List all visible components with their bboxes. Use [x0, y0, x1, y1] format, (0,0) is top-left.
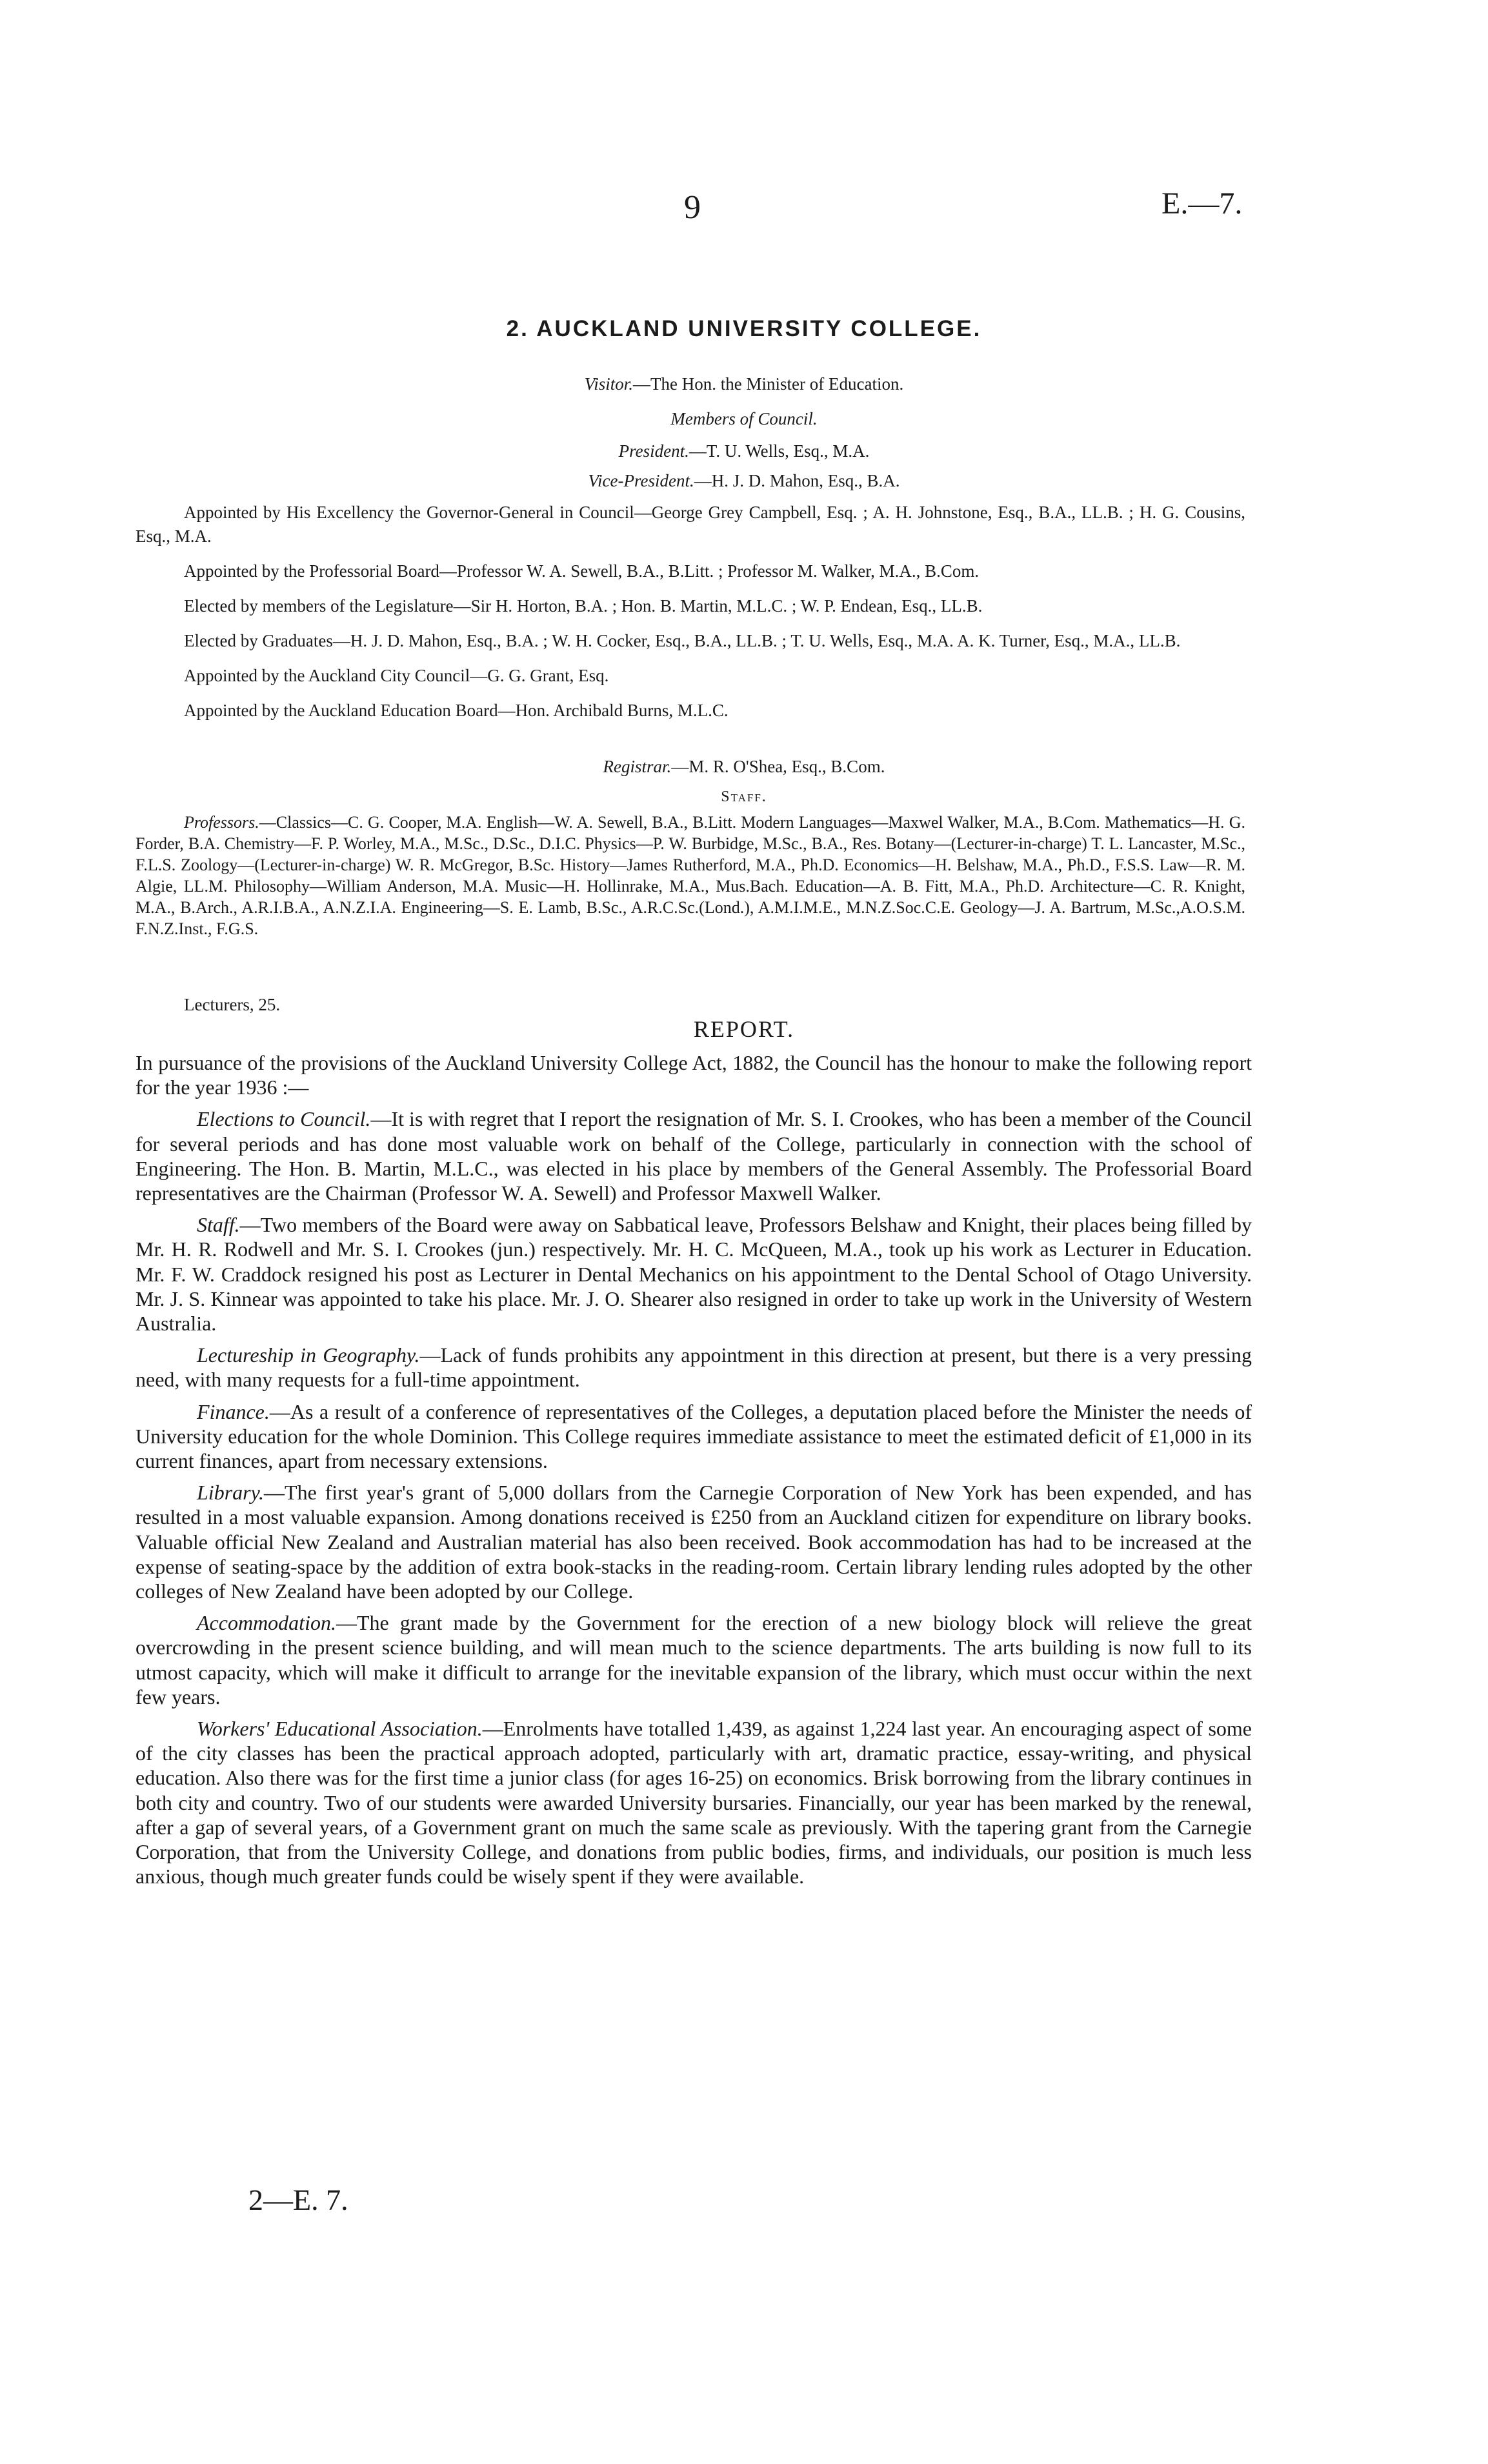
lecturers-count: Lecturers, 25. [184, 995, 281, 1014]
president-line [0, 441, 1488, 461]
footer-reference: 2—E. 7. [248, 2183, 348, 2216]
section-text: —Two members of the Board were away on Sabbatical leave, Professors Belshaw and Knight, their places being filled by Mr. H. R. Rodwell and Mr. S. I. Crookes (jun.) respectively. Mr. H. C. McQueen, M.A., took up his work as Lecturer in Education. Mr. F. W. Craddock resigned his post as Lecturer in Dental Mechanics on his appointment to the Dental School of Otago University. Mr. J. S. Kinnear was appointed to take his place. Mr. J. O. Shearer also resigned in order to take up work in the University of Western Australia. [136, 1213, 1252, 1336]
registrar-line [0, 757, 1488, 777]
report-section [136, 1480, 1252, 1603]
section-label: Accommodation. [197, 1611, 336, 1635]
section-text: —The first year's grant of 5,000 dollars from the Carnegie Corporation of New York has been expended, and has resulted in a most valuable expansion. Among donations received is £250 from an Auckland citizen for expenditure on library books. Valuable official New Zealand and Australian material has also been received. Book accommodation has had to be increased at the expense of seating-space by the addition of extra book-stacks in the reading-room. Certain library lending rules adopted by the other colleges of New Zealand have been adopted by our College. [136, 1481, 1252, 1603]
vice-president-text: —H. J. D. Mahon, Esq., B.A. [694, 471, 900, 490]
report-section [136, 1343, 1252, 1392]
visitor-line [0, 374, 1488, 394]
council-item: Appointed by the Auckland City Council—G. G. Grant, Esq. [184, 666, 609, 685]
report-section [136, 1716, 1252, 1888]
visitor-text: —The Hon. the Minister of Education. [633, 374, 904, 394]
section-label: Library. [197, 1481, 265, 1505]
registrar-label: Registrar. [603, 757, 672, 776]
page-number: 9 [684, 189, 701, 226]
document-reference: E.—7. [1161, 186, 1243, 221]
council-item: Appointed by His Excellency the Governor-General in Council—George Grey Campbell, Esq. ; A. H. Johnstone, Esq., B.A., LL.B. ; H. G. Cousins, Esq., M.A. [136, 503, 1245, 546]
council-item: Appointed by the Auckland Education Board—Hon. Archibald Burns, M.L.C. [184, 701, 729, 720]
section-label: Lectureship in Geography. [197, 1343, 420, 1367]
report-section [136, 1107, 1252, 1205]
professors-list [136, 812, 1245, 939]
staff-section [136, 812, 1245, 939]
section-label: Staff. [197, 1213, 240, 1237]
vice-president-label: Vice-President. [588, 471, 694, 490]
section-label: Elections to Council. [197, 1107, 371, 1131]
professors-text: —Classics—C. G. Cooper, M.A. English—W. A. Sewell, B.A., B.Litt. Modern Languages—Maxwel Walker, M.A., B.Com. Mathematics—H. G. Forder, B.A. Chemistry—F. P. Worley, M.A., M.Sc., D.Sc., D.I.C. Physics—P. W. Burbidge, M.Sc., B.A., Res. Botany—(Lecturer-in-charge) T. L. Lancaster, M.Sc., F.L.S. Zoology—(Lecturer-in-charge) W. R. McGregor, B.Sc. History—James Rutherford, M.A., Ph.D. Economics—H. Belshaw, M.A., Ph.D., F.S.S. Law—R. M. Algie, LL.M. Philosophy—William Anderson, M.A. Music—H. Hollinrake, M.A., Mus.Bach. Education—A. B. Fitt, M.A., Ph.D. Architecture—C. R. Knight, M.A., B.Arch., A.R.I.B.A., A.N.Z.I.A. Engineering—S. E. Lamb, B.Sc., A.R.C.Sc.(Lond.), A.M.I.M.E., M.N.Z.Soc.C.E. Geology—J. A. Bartrum, M.Sc.,A.O.S.M. F.N.Z.Inst., F.G.S. [136, 813, 1245, 938]
council-item: Elected by members of the Legislature—Sir H. Horton, B.A. ; Hon. B. Martin, M.L.C. ; W. P. Endean, Esq., LL.B. [184, 596, 983, 616]
report-intro: In pursuance of the provisions of the Auckland University College Act, 1882, the Council has the honour to make the following report for the year 1936 :— [136, 1051, 1252, 1099]
vice-president-line [0, 471, 1488, 491]
report-body [136, 1050, 1252, 1896]
registrar-text: —M. R. O'Shea, Esq., B.Com. [671, 757, 885, 776]
council-list [136, 501, 1245, 734]
council-item: Appointed by the Professorial Board—Professor W. A. Sewell, B.A., B.Litt. ; Professor M. Walker, M.A., B.Com. [184, 561, 980, 581]
report-section [136, 1399, 1252, 1474]
report-heading: REPORT. [693, 1016, 795, 1042]
visitor-label: Visitor. [584, 374, 634, 394]
section-text: —The grant made by the Government for the erection of a new biology block will relieve the great overcrowding in the present science building, and will mean much to the science departments. The arts building is now full to its utmost capacity, which will make it difficult to arrange for the inevitable expansion of the library, which must occur within the next few years. [136, 1611, 1252, 1708]
report-section [136, 1610, 1252, 1709]
section-label: Finance. [197, 1399, 270, 1423]
report-section [136, 1212, 1252, 1336]
page-title: 2. AUCKLAND UNIVERSITY COLLEGE. [506, 316, 982, 341]
president-label: President. [618, 441, 689, 461]
section-text: —It is with regret that I report the resignation of Mr. S. I. Crookes, who has been a member of the Council for several periods and has done most valuable work on behalf of the College, particularly in connection with the school of Engineering. The Hon. B. Martin, M.L.C., was elected in his place by members of the General Assembly. The Professorial Board representatives are the Chairman (Professor W. A. Sewell) and Professor Maxwell Walker. [136, 1107, 1252, 1205]
section-text: —Lack of funds prohibits any appointment in this direction at present, but there is a very pressing need, with many requests for a full-time appointment. [136, 1343, 1252, 1392]
section-text: —As a result of a conference of representatives of the Colleges, a deputation placed before the Minister the needs of University education for the whole Dominion. This College requires immediate assistance to meet the estimated deficit of £1,000 in its current finances, apart from necessary extensions. [136, 1399, 1252, 1473]
section-label: Workers' Educational Association. [197, 1717, 483, 1741]
president-text: —T. U. Wells, Esq., M.A. [689, 441, 870, 461]
council-item: Elected by Graduates—H. J. D. Mahon, Esq., B.A. ; W. H. Cocker, Esq., B.A., LL.B. ; T. U. Wells, Esq., M.A. A. K. Turner, Esq., M.A., LL.B. [184, 631, 1181, 650]
section-text: —Enrolments have totalled 1,439, as against 1,224 last year. An encouraging aspect of some of the city classes has been the practical approach adopted, particularly with art, dramatic practice, essay-writing, and physical education. Also there was for the first time a junior class (for ages 16-25) on economics. Brisk borrowing from the library continues in both city and country. Two of our students were awarded University bursaries. Financially, our year has been marked by the renewal, after a gap of several years, of a Government grant on much the same scale as previously. With the tapering grant from the Carnegie Corporation, that from the University College, and donations from public bodies, firms, and individuals, our position is much less anxious, though much greater funds could be wisely spent if they were available. [136, 1717, 1252, 1888]
members-heading: Members of Council. [670, 409, 818, 428]
staff-heading: Staff. [721, 788, 767, 805]
professors-label: Professors. [184, 813, 259, 832]
